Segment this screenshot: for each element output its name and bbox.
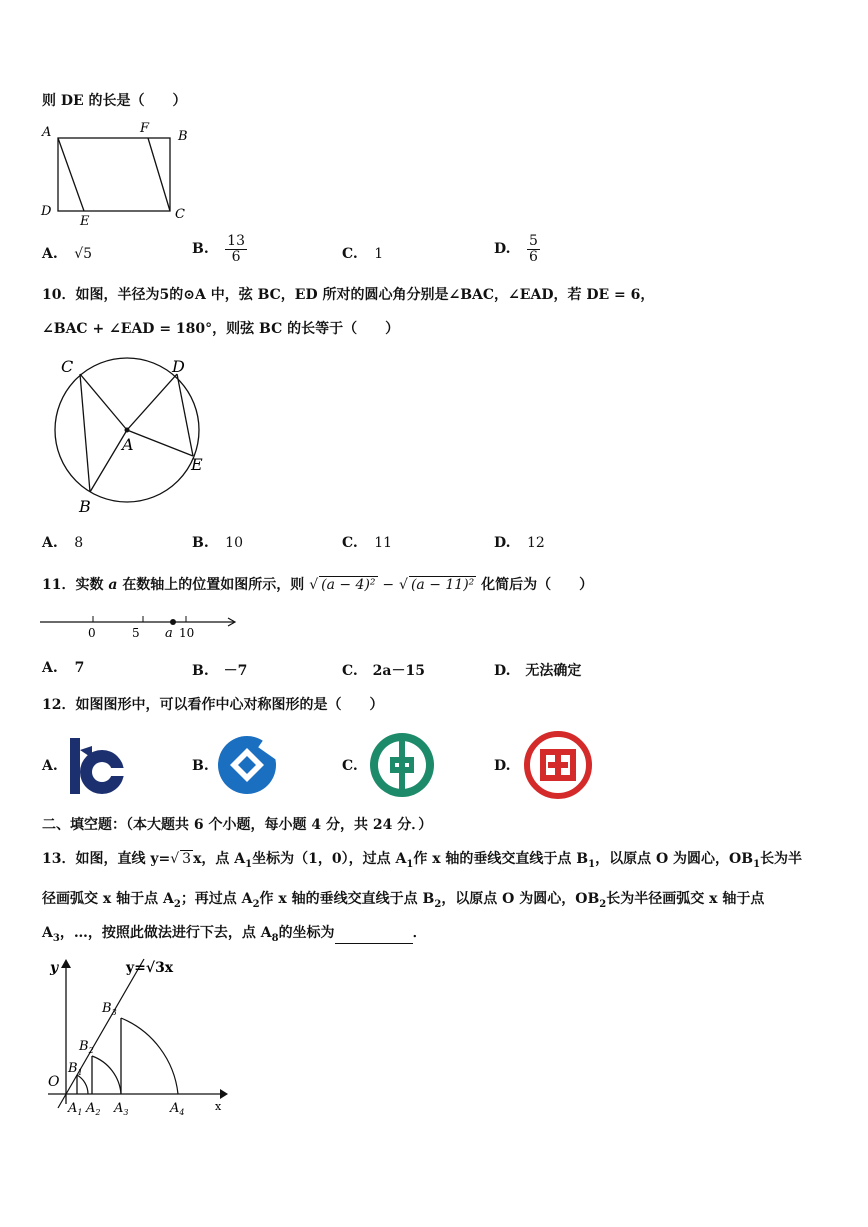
segment-ae: [58, 138, 84, 211]
logo-a-gap: [102, 768, 128, 776]
radius-ad: [127, 374, 177, 430]
label-b: B: [178, 129, 188, 144]
label-d: D: [41, 204, 52, 219]
subscript: 1: [245, 858, 253, 870]
subscript: 1: [406, 858, 414, 870]
option-letter: D.: [494, 535, 511, 551]
subscript: 1: [753, 858, 761, 870]
option-letter: C.: [342, 246, 358, 262]
q10-option-c[interactable]: [342, 535, 392, 551]
option-letter: B.: [192, 535, 209, 551]
q12-option-b-logo[interactable]: [216, 734, 278, 796]
option-value: 1: [374, 246, 384, 262]
text: 坐标为（1，0），过点 A: [252, 851, 407, 867]
logo-c-stem: [399, 741, 405, 789]
option-value: 11: [374, 535, 393, 551]
q9-option-a[interactable]: [42, 246, 92, 262]
x-axis-arrow: [220, 1089, 228, 1099]
center-point: [125, 428, 130, 433]
radius-ac: [80, 374, 127, 430]
q11-option-c[interactable]: [342, 660, 425, 680]
logo-d-right: [570, 749, 576, 781]
option-letter: A.: [42, 246, 58, 262]
label-e: E: [80, 214, 90, 229]
radius-ae: [127, 430, 193, 456]
q10-circle-figure: [45, 352, 215, 517]
radicand-2: (a − 11)²: [410, 577, 475, 593]
q10-option-d[interactable]: [494, 535, 545, 551]
logo-c-side-left: [390, 757, 395, 773]
text: 径画弧交 x 轴于点 A: [42, 891, 174, 907]
label-y: y: [50, 960, 59, 976]
option-letter: A.: [42, 535, 58, 551]
option-value: 无法确定: [525, 663, 582, 679]
tick-label-5: 5: [132, 626, 140, 640]
text: ，以原点 O 为圆心，OB: [595, 851, 754, 867]
q12-option-b-letter: B.: [192, 758, 209, 774]
label-b: B: [79, 497, 91, 516]
q11-mid: 在数轴上的位置如图所示，则: [122, 577, 305, 593]
subscript: 2: [434, 898, 442, 910]
label-b3: $B_3$: [102, 1001, 117, 1017]
arc-2: [92, 1056, 121, 1094]
logo-d-center: [555, 755, 561, 775]
line-y-sqrt3x: [58, 959, 144, 1108]
answer-blank[interactable]: [335, 929, 413, 944]
q12-option-c-letter: C.: [342, 758, 358, 774]
q11-stem: 11．实数 a 在数轴上的位置如图所示，则 √ (a − 4)² − √ (a − 11)² 化简后为（ ）: [42, 577, 594, 593]
q11-option-d[interactable]: [494, 660, 581, 680]
denominator: 6: [231, 248, 241, 265]
option-letter: D.: [494, 241, 511, 258]
option-letter: B.: [192, 663, 209, 679]
option-value: 8: [74, 535, 84, 551]
subscript: 2: [173, 898, 181, 910]
q12-stem: 12．如图图形中，可以看作中心对称图形的是（ ）: [42, 697, 384, 713]
option-letter: C.: [342, 663, 358, 679]
logo-a-stem: [70, 738, 80, 794]
q9-option-d[interactable]: [494, 234, 540, 264]
option-value: 10: [225, 535, 243, 551]
option-letter: B.: [192, 241, 209, 258]
q9-option-c[interactable]: [342, 246, 383, 262]
q12-option-d-letter: D.: [494, 758, 511, 774]
q13-stem-line1: 13．如图，直线 y=√ 3 x，点 $A_1$坐标为（1，0），过点 $A_1$作 x 轴的垂线交直线于点 $B_1$，以原点 O 为圆心，$OB_1$长为半: [42, 851, 803, 870]
subscript: 2: [252, 898, 260, 910]
q11-option-b[interactable]: [192, 660, 247, 680]
point-a: [170, 619, 176, 625]
label-c: C: [175, 207, 185, 222]
label-a2: $A_2$: [86, 1101, 101, 1117]
numerator: 5: [528, 233, 538, 249]
q12-option-a-logo[interactable]: [66, 732, 132, 798]
text: A: [42, 925, 53, 941]
option-value: √5: [74, 246, 93, 262]
q10-option-a[interactable]: [42, 535, 83, 551]
arc-1: [77, 1075, 88, 1094]
arc-3: [121, 1018, 178, 1094]
label-b2: $B_2$: [79, 1039, 94, 1055]
subscript: 8: [271, 932, 279, 944]
text: 的坐标为: [278, 925, 335, 941]
q9-rectangle-figure: [38, 118, 198, 230]
q11-prefix: 11．实数: [42, 577, 104, 593]
text: 长为半径画弧交 x 轴于点: [606, 891, 765, 907]
label-line: y=√3x: [126, 960, 174, 976]
logo-c-side-right: [409, 757, 414, 773]
text: x，点 A: [193, 851, 246, 867]
q10-stem-line2: ∠BAC + ∠EAD = 180°，则弦 BC 的长等于（ ）: [42, 321, 400, 337]
text: 作 x 轴的垂线交直线于点 B: [259, 891, 435, 907]
text: ，以原点 O 为圆心，OB: [441, 891, 600, 907]
tick-label-10: 10: [179, 626, 195, 640]
q13-stem-line2: [42, 888, 764, 910]
label-a4: $A_4$: [170, 1101, 185, 1117]
chord-bc: [80, 374, 90, 492]
radicand-1: (a − 4)²: [321, 577, 376, 593]
label-d: D: [172, 357, 185, 376]
minus-sign: −: [382, 577, 395, 593]
label-x: x: [215, 1100, 222, 1113]
q10-stem-line1: 10．如图，半径为5的⊙A 中，弦 BC，ED 所对的圆心角分别是∠BAC，∠EAD，若 DE = 6，: [42, 287, 655, 303]
option-value: －7: [223, 663, 248, 679]
numerator: 13: [227, 233, 245, 249]
label-f: F: [140, 121, 150, 136]
text: ．: [412, 925, 427, 941]
label-a: A: [42, 125, 52, 140]
label-a1: $A_1$: [68, 1101, 83, 1117]
q11-suffix: 化简后为（ ）: [481, 577, 594, 593]
fraction: [527, 234, 540, 264]
q12-option-a-letter: A.: [42, 758, 58, 774]
tick-label-a: a: [165, 626, 173, 641]
y-axis-arrow: [61, 959, 71, 968]
subscript: 1: [588, 858, 596, 870]
text: 长为半: [760, 851, 803, 867]
q12-option-d-logo[interactable]: [524, 731, 592, 799]
option-value: 12: [526, 535, 545, 551]
section-2-title: 二、填空题：（本大题共 6 个小题，每小题 4 分，共 24 分．）: [42, 817, 433, 833]
label-a3: $A_3$: [114, 1101, 129, 1117]
q11-variable: a: [108, 577, 118, 593]
text: ；再过点 A: [180, 891, 253, 907]
label-b1: $B_1$: [68, 1061, 83, 1077]
label-e: E: [191, 455, 203, 474]
q9-option-b[interactable]: [192, 234, 247, 264]
option-letter: C.: [342, 535, 358, 551]
label-o: O: [48, 1074, 60, 1090]
option-value: 2a－15: [372, 663, 425, 679]
text: 13．如图，直线 y=: [42, 851, 171, 867]
logo-d-left: [540, 749, 546, 781]
option-letter: D.: [494, 663, 511, 679]
denominator: 6: [528, 248, 538, 265]
subscript: 3: [52, 932, 60, 944]
text: 作 x 轴的垂线交直线于点 B: [413, 851, 589, 867]
q10-option-b[interactable]: [192, 535, 243, 551]
q13-stem-line3: [42, 922, 427, 944]
q11-option-a[interactable]: [42, 660, 84, 676]
q12-option-c-logo[interactable]: [368, 731, 436, 799]
subscript: 2: [599, 898, 607, 910]
q11-number-line: [38, 610, 243, 642]
tick-label-0: 0: [88, 626, 96, 640]
fraction: [225, 234, 247, 264]
label-a: A: [122, 435, 134, 454]
q9-stem-tail: 则 DE 的长是（ ）: [42, 93, 187, 109]
radicand: 3: [182, 851, 192, 867]
rectangle-abcd: [58, 138, 170, 211]
label-c: C: [61, 357, 74, 376]
q13-arc-figure: [40, 954, 230, 1119]
segment-fc: [148, 138, 170, 211]
option-value: 7: [74, 660, 85, 676]
option-letter: A.: [42, 660, 58, 676]
text: ，…，按照此做法进行下去，点 A: [59, 925, 272, 941]
